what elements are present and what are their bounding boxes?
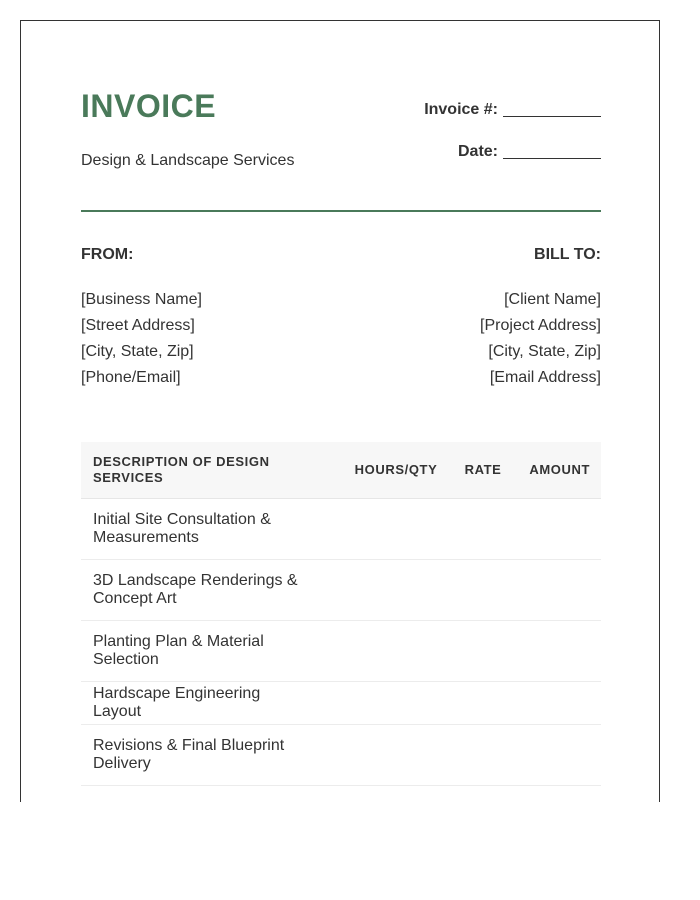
bill-to-email-address: [Email Address] xyxy=(489,369,601,386)
invoice-content xyxy=(81,21,601,802)
table-row xyxy=(81,621,601,682)
row-description: Revisions & Final Blueprint Delivery xyxy=(93,737,285,772)
column-header-description: DESCRIPTION OF DESIGN SERVICES xyxy=(93,454,270,485)
services-table xyxy=(81,442,601,786)
table-header xyxy=(81,442,601,499)
from-business-name: [Business Name] xyxy=(81,291,202,308)
table-row xyxy=(81,560,601,621)
invoice-title: INVOICE xyxy=(81,88,217,124)
invoice-number-field[interactable] xyxy=(503,102,601,117)
bill-to-client-name: [Client Name] xyxy=(504,291,601,308)
invoice-subtitle: Design & Landscape Services xyxy=(81,152,295,169)
row-description: Initial Site Consultation & Measurements xyxy=(93,511,271,546)
from-phone-email: [Phone/Email] xyxy=(81,369,181,386)
from-heading: FROM: xyxy=(81,246,134,263)
invoice-page xyxy=(20,20,660,802)
table-row xyxy=(81,725,601,786)
column-header-amount: AMOUNT xyxy=(529,462,590,477)
from-city-state-zip: [City, State, Zip] xyxy=(81,343,194,360)
bill-to-heading: BILL TO: xyxy=(534,246,601,263)
from-street-address: [Street Address] xyxy=(81,317,195,334)
bill-to-address xyxy=(480,287,601,391)
bill-to-project-address: [Project Address] xyxy=(480,317,601,334)
table-row xyxy=(81,499,601,560)
invoice-number-row xyxy=(424,101,601,119)
bill-to-city-state-zip: [City, State, Zip] xyxy=(488,343,601,360)
header-divider xyxy=(81,210,601,212)
from-address xyxy=(81,287,202,391)
row-description: Planting Plan & Material Selection xyxy=(93,633,264,668)
row-description: 3D Landscape Renderings & Concept Art xyxy=(93,572,298,607)
invoice-date-row xyxy=(458,143,601,161)
invoice-date-label: Date: xyxy=(457,143,498,160)
column-header-rate: RATE xyxy=(464,462,502,477)
invoice-number-label: Invoice #: xyxy=(424,101,498,118)
table-row xyxy=(81,682,601,725)
invoice-date-field[interactable] xyxy=(503,144,601,159)
column-header-hours: HOURS/QTY xyxy=(354,462,438,477)
row-description: Hardscape Engineering Layout xyxy=(93,685,261,720)
